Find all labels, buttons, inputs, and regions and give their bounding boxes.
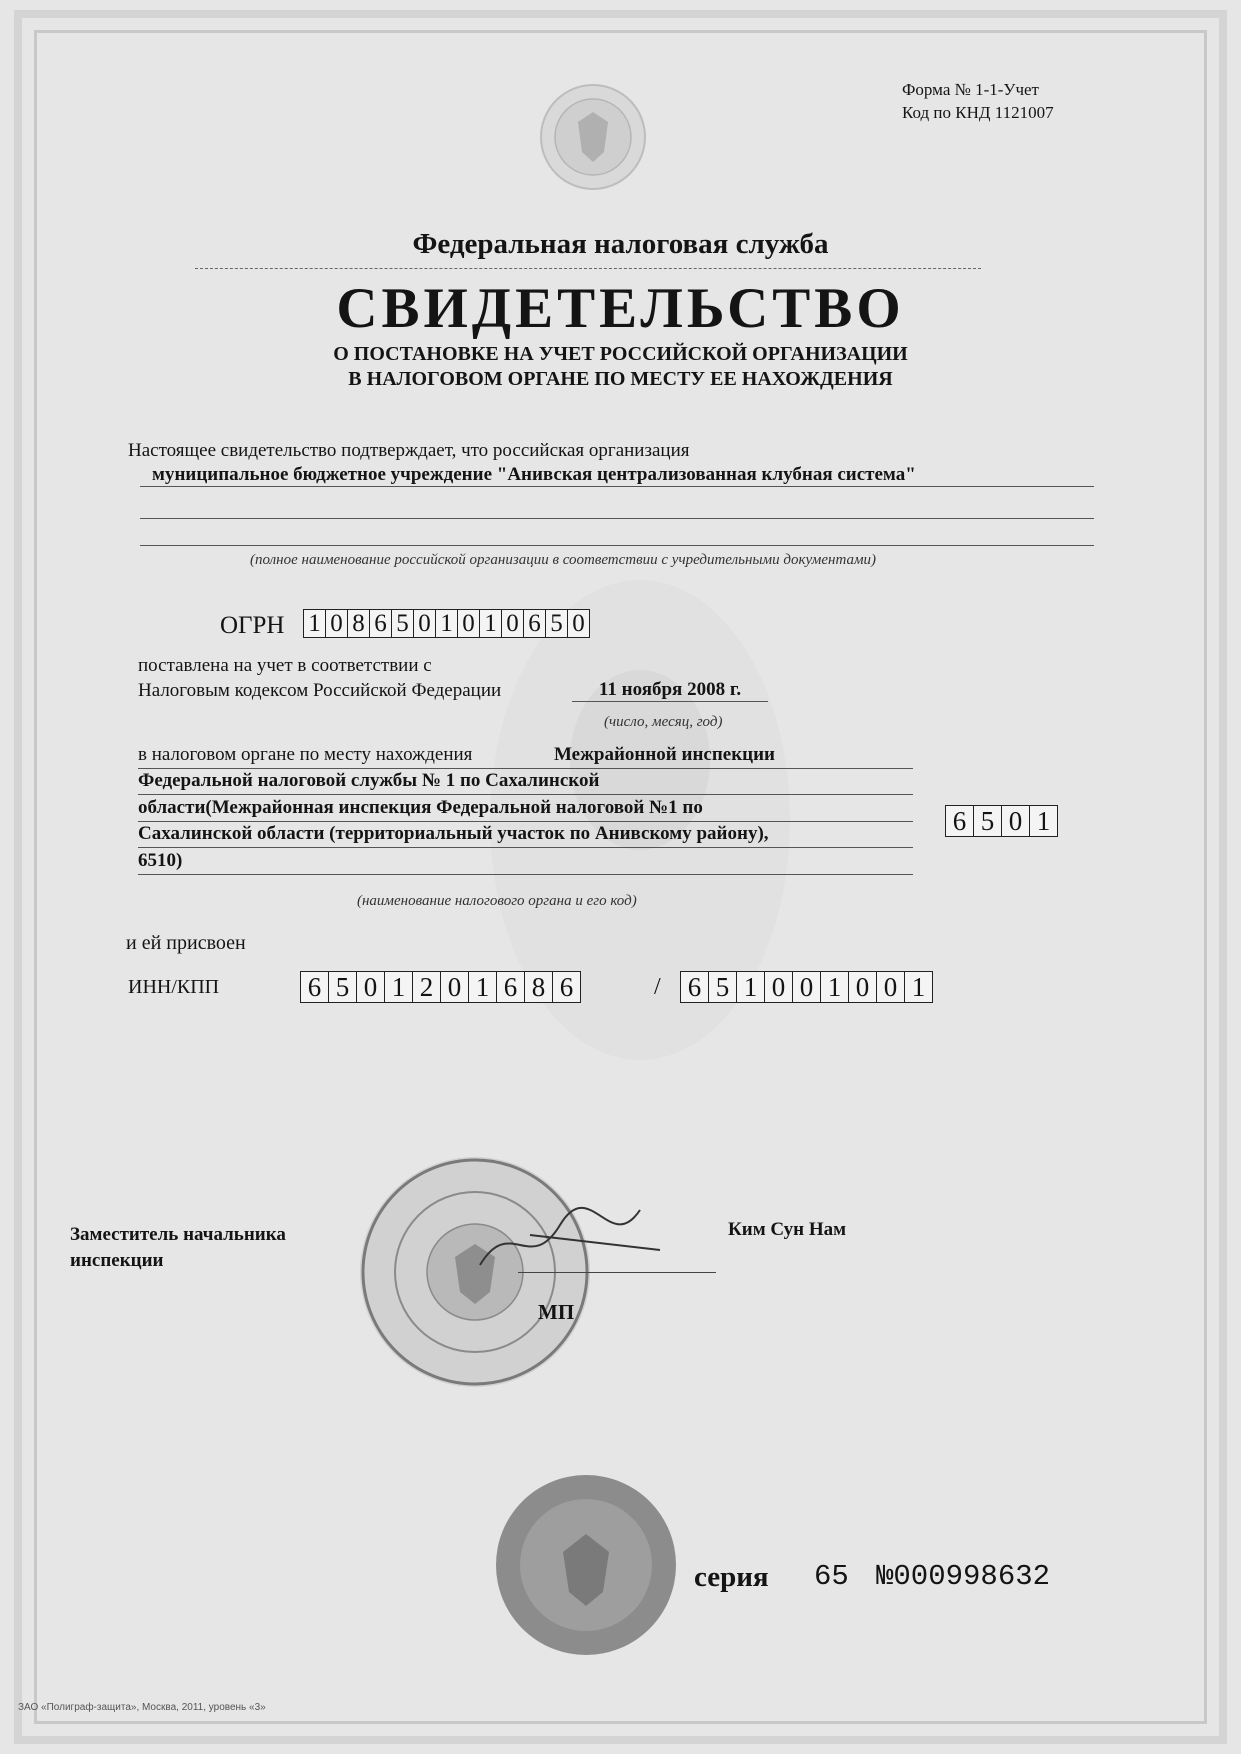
ogrn-digit: 0: [502, 610, 524, 637]
kpp-digit: 1: [737, 972, 765, 1002]
ogrn-digit: 0: [458, 610, 480, 637]
kpp-digit: 1: [821, 972, 849, 1002]
inn-kpp-label: ИНН/КПП: [128, 976, 220, 998]
inn-kpp-separator: /: [654, 974, 661, 1000]
subtitle-line-2: В НАЛОГОВОМ ОРГАНЕ ПО МЕСТУ ЕЕ НАХОЖДЕНИЯ: [348, 368, 893, 390]
inn-digit: 6: [559, 972, 574, 1002]
inn-digit: 2: [413, 972, 441, 1002]
series-value: 65: [814, 1560, 849, 1593]
position-line-1: Заместитель начальника: [70, 1224, 286, 1245]
hologram-seal-icon: [493, 1472, 679, 1658]
agency-underline: [195, 268, 981, 269]
assigned-text: и ей присвоен: [126, 932, 246, 954]
kpp-digit: 1: [911, 972, 926, 1002]
authority-line-3: области(Межрайонная инспекция Федеральной налоговой №1 по: [138, 797, 703, 818]
authority-code: [945, 805, 1058, 837]
authority-rule-4: [138, 847, 913, 848]
organization-name: муниципальное бюджетное учреждение "Анивская централизованная клубная система": [140, 464, 1094, 487]
inn-digit: 6: [301, 972, 329, 1002]
printer-imprint: ЗАО «Полиграф-защита», Москва, 2011, уровень «3»: [18, 1702, 266, 1713]
signature-line: [518, 1272, 716, 1273]
authority-hint: (наименование налогового органа и его код): [357, 893, 637, 909]
inn-digit: 5: [329, 972, 357, 1002]
ogrn-digit: 0: [414, 610, 436, 637]
stamp-mark: МП: [538, 1300, 575, 1324]
signatory-name: Ким Сун Нам: [728, 1219, 847, 1240]
kpp-digit: 0: [877, 972, 905, 1002]
registration-line-1: поставлена на учет в соответствии с: [138, 655, 432, 676]
organization-name-hint: (полное наименование российской организации в соответствии с учредительными документами): [250, 552, 877, 568]
kpp-digit: 5: [709, 972, 737, 1002]
authority-rule-1: [138, 768, 913, 769]
authority-rule-5: [138, 874, 913, 875]
kpp-digit: 0: [793, 972, 821, 1002]
registration-date: 11 ноября 2008 г.: [572, 679, 768, 702]
page-title: СВИДЕТЕЛЬСТВО: [336, 277, 905, 340]
authority-line-5: 6510): [138, 850, 183, 871]
intro-text: Настоящее свидетельство подтверждает, что российская организация: [128, 440, 690, 461]
kpp-digit: 0: [765, 972, 793, 1002]
date-hint: (число, месяц, год): [604, 714, 723, 730]
ogrn-digit: 8: [348, 610, 370, 637]
signatory-position: [70, 1222, 286, 1274]
authority-code-digit: 1: [1036, 806, 1051, 836]
kpp-digit: 6: [681, 972, 709, 1002]
ogrn-digit: 0: [572, 610, 585, 637]
authority-rule-2: [138, 794, 913, 795]
inn-digit: 0: [441, 972, 469, 1002]
inn-digits: [300, 971, 581, 1003]
inn-digit: 1: [469, 972, 497, 1002]
serial-number: №000998632: [876, 1560, 1051, 1593]
position-line-2: инспекции: [70, 1250, 164, 1271]
knd-code: Код по КНД 1121007: [902, 103, 1054, 122]
authority-code-digit: 6: [946, 806, 974, 836]
ogrn-digit: 1: [304, 610, 326, 637]
ogrn-digit: 5: [546, 610, 568, 637]
blank-line-1: [140, 518, 1094, 519]
ogrn-digit: 0: [326, 610, 348, 637]
ogrn-digit: 5: [392, 610, 414, 637]
place-prefix: в налоговом органе по месту нахождения: [138, 744, 473, 765]
authority-code-digit: 5: [974, 806, 1002, 836]
ogrn-digit: 6: [370, 610, 392, 637]
inn-digit: 0: [357, 972, 385, 1002]
top-emblem-icon: [538, 82, 648, 192]
blank-line-2: [140, 545, 1094, 546]
authority-code-digit: 0: [1002, 806, 1030, 836]
agency-name: Федеральная налоговая служба: [412, 228, 829, 260]
registration-line-2: Налоговым кодексом Российской Федерации: [138, 680, 502, 701]
ogrn-digit: 1: [436, 610, 458, 637]
authority-line-4: Сахалинской области (территориальный участок по Анивскому району),: [138, 823, 769, 844]
ogrn-digits: [303, 609, 590, 638]
authority-line-2: Федеральной налоговой службы № 1 по Сахалинской: [138, 770, 600, 791]
inn-digit: 8: [525, 972, 553, 1002]
subtitle-line-1: О ПОСТАНОВКЕ НА УЧЕТ РОССИЙСКОЙ ОРГАНИЗАЦИИ: [333, 343, 908, 365]
series-label: серия: [694, 1561, 769, 1593]
authority-rule-3: [138, 821, 913, 822]
kpp-digits: [680, 971, 933, 1003]
form-code-block: [902, 78, 1054, 124]
kpp-digit: 0: [849, 972, 877, 1002]
ogrn-digit: 1: [480, 610, 502, 637]
ogrn-label: ОГРН: [220, 612, 285, 639]
inn-digit: 1: [385, 972, 413, 1002]
form-number: Форма № 1-1-Учет: [902, 80, 1039, 99]
authority-line-1: Межрайонной инспекции: [554, 744, 775, 765]
ogrn-digit: 6: [524, 610, 546, 637]
inn-digit: 6: [497, 972, 525, 1002]
